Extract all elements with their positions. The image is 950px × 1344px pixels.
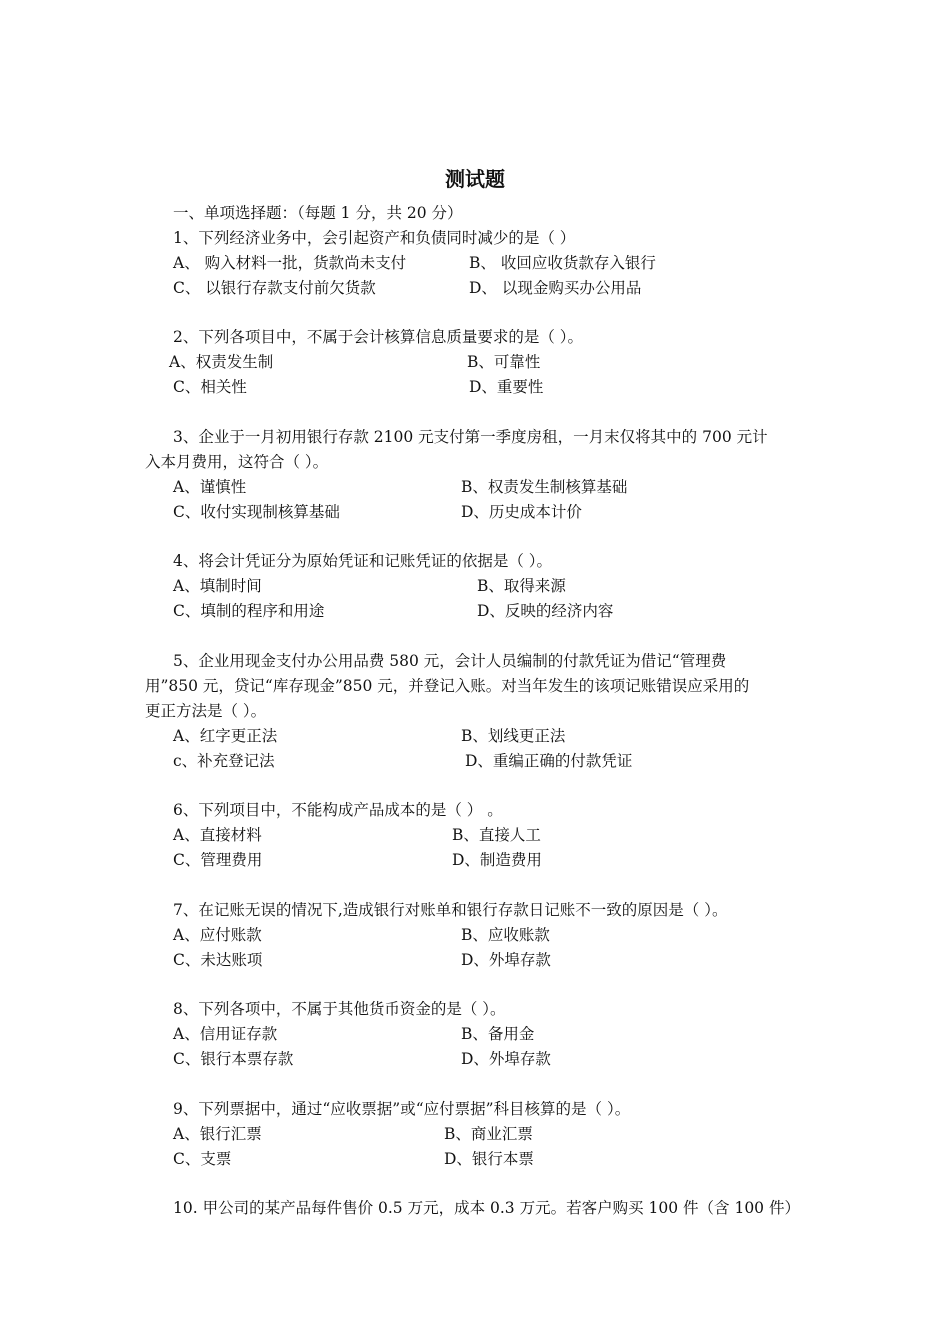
- question-3-stem-line-2: 入本月费用，这符合（ ）。: [145, 453, 329, 471]
- question-4-option-c: C、填制的程序和用途: [173, 602, 325, 620]
- question-8-stem: 8、下列各项中，不属于其他货币资金的是（ ）。: [173, 1000, 506, 1018]
- question-1-stem: 1、下列经济业务中，会引起资产和负债同时减少的是（ ）: [173, 229, 576, 247]
- question-5-option-c: c、补充登记法: [173, 752, 275, 770]
- question-10-stem: 10. 甲公司的某产品每件售价 0.5 万元，成本 0.3 万元。若客户购买 100 件（含 100 件）: [173, 1199, 800, 1217]
- question-8-option-a: A、信用证存款: [173, 1025, 278, 1043]
- question-3-option-a: A、谨慎性: [173, 478, 247, 496]
- question-3-option-b: B、权责发生制核算基础: [461, 478, 628, 496]
- section-heading: 一、单项选择题：（每题 1 分，共 20 分）: [173, 204, 463, 222]
- question-9-option-b: B、商业汇票: [444, 1125, 533, 1143]
- question-7-option-a: A、应付账款: [173, 926, 262, 944]
- question-8-option-d: D、外埠存款: [461, 1050, 551, 1068]
- question-7-stem: 7、在记账无误的情况下,造成银行对账单和银行存款日记账不一致的原因是（ ）。: [173, 901, 728, 919]
- question-9-stem: 9、下列票据中，通过“应收票据”或“应付票据”科目核算的是（ ）。: [173, 1100, 631, 1118]
- question-5-stem-line-1: 5、企业用现金支付办公用品费 580 元，会计人员编制的付款凭证为借记“管理费: [173, 652, 727, 670]
- question-7-option-c: C、未达账项: [173, 951, 263, 969]
- question-6-option-b: B、直接人工: [452, 826, 541, 844]
- question-8-option-c: C、银行本票存款: [173, 1050, 294, 1068]
- question-5-stem-line-2: 用”850 元，贷记“库存现金”850 元，并登记入账。对当年发生的该项记账错误应采用的: [145, 677, 750, 695]
- question-5-option-d: D、重编正确的付款凭证: [465, 752, 633, 770]
- question-2-option-b: B、可靠性: [467, 353, 541, 371]
- question-4-stem: 4、将会计凭证分为原始凭证和记账凭证的依据是（ ）。: [173, 552, 553, 570]
- question-4-option-a: A、填制时间: [173, 577, 262, 595]
- question-9-option-d: D、银行本票: [444, 1150, 534, 1168]
- question-4-option-b: B、取得来源: [477, 577, 566, 595]
- question-6-option-a: A、直接材料: [173, 826, 262, 844]
- question-2-option-d: D、重要性: [469, 378, 544, 396]
- question-5-stem-line-3: 更正方法是（ ）。: [145, 702, 267, 720]
- question-3-option-c: C、收付实现制核算基础: [173, 503, 340, 521]
- question-1-option-b: B、 收回应收货款存入银行: [469, 254, 656, 272]
- page-title: 测试题: [445, 167, 505, 191]
- question-7-option-b: B、应收账款: [461, 926, 550, 944]
- question-3-stem-line-1: 3、企业于一月初用银行存款 2100 元支付第一季度房租，一月末仅将其中的 700 元计: [173, 428, 768, 446]
- question-8-option-b: B、备用金: [461, 1025, 535, 1043]
- question-4-option-d: D、反映的经济内容: [477, 602, 614, 620]
- question-6-option-d: D、制造费用: [452, 851, 542, 869]
- question-3-option-d: D、历史成本计价: [461, 503, 582, 521]
- question-7-option-d: D、外埠存款: [461, 951, 551, 969]
- question-9-option-c: C、支票: [173, 1150, 232, 1168]
- question-5-option-a: A、红字更正法: [173, 727, 278, 745]
- question-5-option-b: B、划线更正法: [461, 727, 566, 745]
- question-1-option-a: A、 购入材料一批，货款尚未支付: [173, 254, 407, 272]
- question-2-option-a: A、权责发生制: [169, 353, 274, 371]
- question-2-stem: 2、下列各项目中，不属于会计核算信息质量要求的是（ ）。: [173, 328, 584, 346]
- question-6-option-c: C、管理费用: [173, 851, 263, 869]
- question-1-option-d: D、 以现金购买办公用品: [469, 279, 642, 297]
- question-1-option-c: C、 以银行存款支付前欠货款: [173, 279, 376, 297]
- question-6-stem: 6、下列项目中，不能构成产品成本的是（ ） 。: [173, 801, 503, 819]
- question-9-option-a: A、银行汇票: [173, 1125, 262, 1143]
- question-2-option-c: C、相关性: [173, 378, 247, 396]
